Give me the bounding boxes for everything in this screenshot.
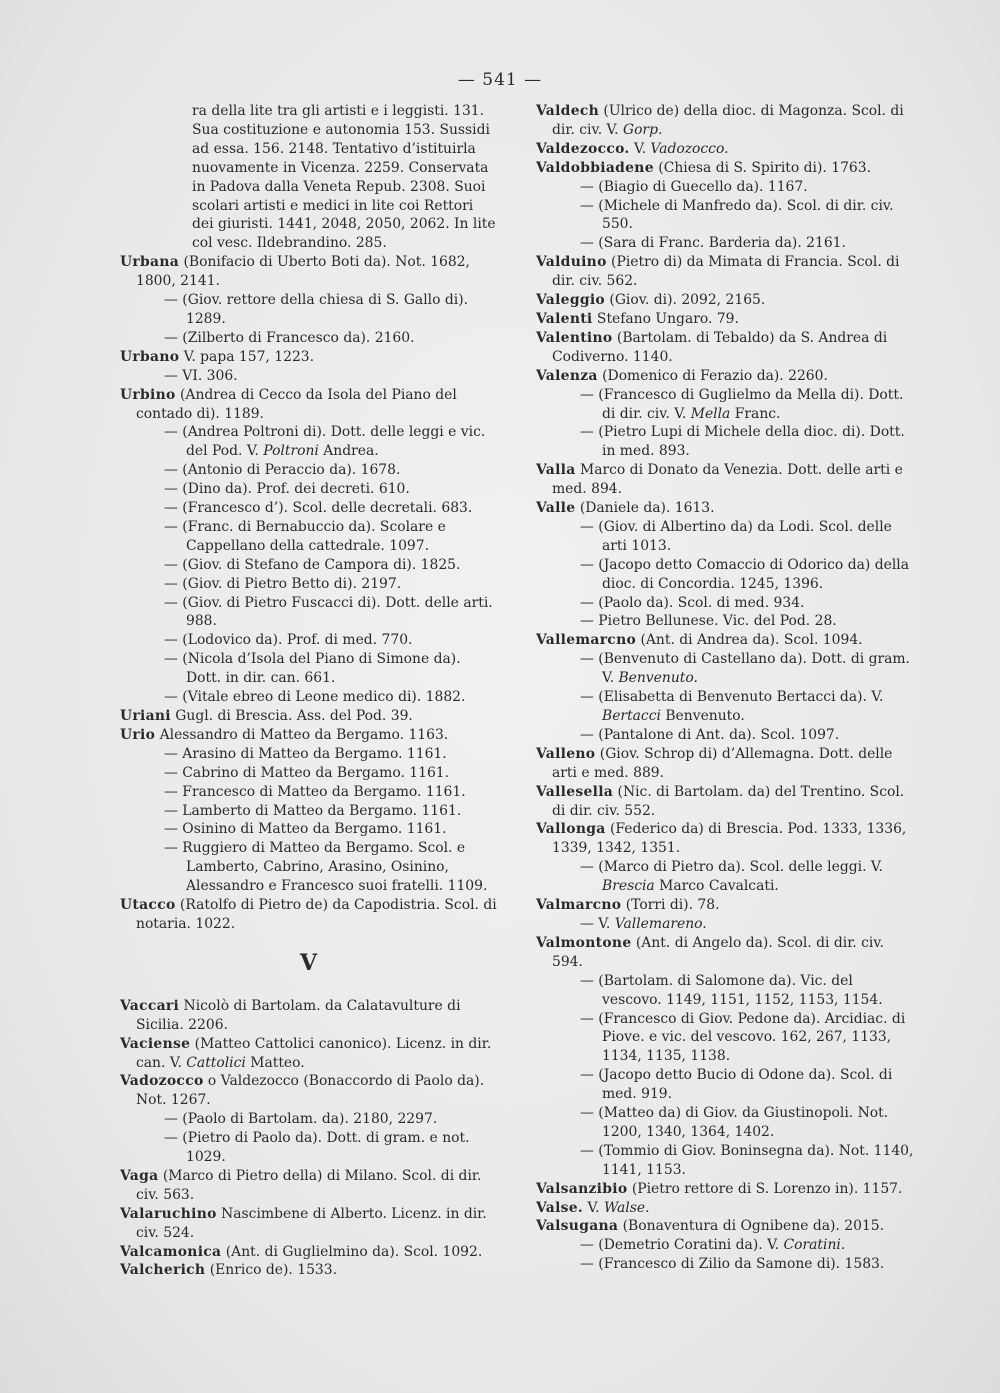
- index-subentry: [120, 650, 498, 688]
- entry-text: — (Jacopo detto Bucio di Odone da). Scol. di med. 919.: [580, 1067, 893, 1103]
- entry-text-tail: Andrea.: [318, 443, 379, 460]
- entry-text: — (Pietro di Paolo da). Dott. di gram. e not. 1029.: [164, 1130, 470, 1166]
- entry-text: (Marco di Pietro della) di Milano. Scol. di dir. civ. 563.: [136, 1167, 482, 1203]
- entry-text: — Osinino di Matteo da Bergamo. 1161.: [164, 821, 447, 838]
- entry-text: — (Jacopo detto Comaccio di Odorico da) della dioc. di Concordia. 1245, 1396.: [580, 556, 909, 592]
- entry-text: (Andrea di Cecco da Isola del Piano del contado di). 1189.: [136, 386, 457, 422]
- index-subentry: [536, 915, 914, 934]
- index-entry: [120, 253, 498, 291]
- entry-headword: Vallesella: [536, 783, 614, 800]
- entry-text: (Domenico di Ferazio da). 2260.: [597, 367, 828, 384]
- entry-text: (Ant. di Angelo da). Scol. di dir. civ. 594.: [552, 934, 884, 970]
- index-entry: [536, 631, 914, 650]
- index-entry: [536, 159, 914, 178]
- entry-text: — (Francesco di Guglielmo da Mella di). Dott. di dir. civ. V.: [580, 386, 904, 422]
- index-entry: [120, 1035, 498, 1073]
- cross-reference: Vallemareno.: [614, 915, 707, 932]
- entry-text: — Pietro Bellunese. Vic. del Pod. 28.: [580, 613, 837, 630]
- index-entry: [536, 140, 914, 159]
- entry-text: Nicolò di Bartolam. da Calatavulture di Sicilia. 2206.: [136, 997, 461, 1033]
- entry-text: V.: [629, 140, 651, 157]
- entry-text: — (Dino da). Prof. dei decreti. 610.: [164, 481, 410, 498]
- entry-text: Nascimbene di Alberto. Licenz. in dir. civ. 524.: [136, 1205, 487, 1241]
- entry-headword: Urbano: [120, 348, 180, 365]
- entry-text: (Bonifacio di Uberto Boti da). Not. 1682, 1800, 2141.: [136, 254, 470, 290]
- entry-text: Marco di Donato da Venezia. Dott. delle arti e med. 894.: [552, 462, 903, 498]
- entry-text: — Lamberto di Matteo da Bergamo. 1161.: [164, 802, 462, 819]
- index-subentry: [120, 839, 498, 896]
- index-subentry: [536, 197, 914, 235]
- index-subentry: [120, 745, 498, 764]
- entry-text: V. papa 157, 1223.: [179, 348, 315, 365]
- entry-text: — (Giov. di Stefano de Campora di). 1825.: [164, 556, 461, 573]
- entry-text: ra della lite tra gli artisti e i leggisti. 131. Sua costituzione e autonomia 153. Sussidi ad essa. 156. 2148. Tentativo d’istituirla nuovamente in Vicenza. 2259. Conservata in Padova dalla Veneta Repub. 2308. Suoi scolari artisti e medici in lite coi Rettori dei giuristi. 1441, 2048, 2050, 2062. In lite col vesc. Ildebrandino. 285.: [192, 103, 496, 252]
- entry-headword: Valle: [536, 500, 576, 517]
- entry-text: — (Tommio di Giov. Boninsegna da). Not. 1140, 1141, 1153.: [580, 1142, 914, 1178]
- index-entry: [536, 367, 914, 386]
- entry-text: — (Giov. rettore della chiesa di S. Gallo di). 1289.: [164, 292, 469, 327]
- index-subentry: [536, 594, 914, 613]
- index-subentry: [536, 386, 914, 424]
- entry-headword: Valse.: [536, 1199, 584, 1216]
- index-subentry: [120, 518, 498, 556]
- section-letter: V: [299, 949, 319, 976]
- index-entry: [120, 1072, 498, 1110]
- entry-headword: Urio: [120, 726, 156, 743]
- entry-text-tail: Marco Cavalcati.: [654, 878, 779, 895]
- index-entry: [120, 348, 498, 367]
- index-entry: [536, 934, 914, 972]
- entry-headword: Valeggio: [536, 292, 605, 309]
- index-subentry: [120, 556, 498, 575]
- index-entry: [536, 329, 914, 367]
- entry-headword: Valleno: [536, 745, 596, 762]
- entry-text: — (Pietro Lupi di Michele della dioc. di). Dott. in med. 893.: [580, 424, 905, 460]
- cross-reference: Brescia: [602, 878, 655, 895]
- entry-text: — V.: [580, 915, 615, 932]
- index-subentry: [120, 461, 498, 480]
- entry-headword: Vallonga: [536, 821, 606, 838]
- index-subentry: [120, 820, 498, 839]
- entry-headword: Urbino: [120, 386, 176, 403]
- entry-text: (Federico da) di Brescia. Pod. 1333, 1336, 1339, 1342, 1351.: [552, 821, 907, 857]
- index-subentry: [120, 480, 498, 499]
- index-entry: [536, 1180, 914, 1199]
- index-subentry: [536, 1236, 914, 1255]
- entry-text: — (Nicola d’Isola del Piano di Simone da). Dott. in dir. can. 661.: [164, 651, 461, 687]
- entry-headword: Valdech: [536, 103, 599, 119]
- entry-text: — (Antonio di Peraccio da). 1678.: [164, 462, 401, 479]
- index-subentry: [120, 594, 498, 632]
- entry-text: (Ratolfo di Pietro de) da Capodistria. Scol. di notaria. 1022.: [136, 897, 497, 932]
- entry-headword: Valentino: [536, 329, 613, 346]
- index-subentry: [536, 1104, 914, 1142]
- entry-headword: Valla: [536, 462, 576, 479]
- entry-text: (Nic. di Bartolam. da) del Trentino. Scol. di dir. civ. 552.: [552, 783, 905, 819]
- index-subentry: [536, 518, 914, 556]
- entry-headword: Uriani: [120, 708, 171, 724]
- cross-reference: Bertacci: [602, 708, 661, 724]
- index-entry: [120, 1243, 498, 1262]
- index-subentry: [120, 1110, 498, 1129]
- index-entry: [120, 1261, 498, 1280]
- entry-headword: Valdobbiadene: [536, 159, 654, 176]
- index-subentry: [536, 1142, 914, 1180]
- entry-continuation: [120, 102, 498, 253]
- index-subentry: [120, 575, 498, 594]
- index-entry: [120, 707, 498, 726]
- entry-headword: Vaccari: [120, 997, 180, 1014]
- entry-text-tail: Benvenuto.: [660, 708, 745, 724]
- entry-text: — (Francesco d’). Scol. delle decretali. 683.: [164, 500, 473, 517]
- entry-text: — (Lodovico da). Prof. di med. 770.: [164, 632, 413, 649]
- entry-text: — (Michele di Manfredo da). Scol. di dir. civ. 550.: [580, 197, 894, 233]
- entry-headword: Valsanzibio: [536, 1180, 628, 1197]
- index-subentry: [120, 423, 498, 461]
- entry-text: — (Giov. di Pietro Betto di). 2197.: [164, 575, 402, 592]
- index-entry: [536, 499, 914, 518]
- entry-text: — Ruggiero di Matteo da Bergamo. Scol. e Lamberto, Cabrino, Arasino, Osinino, Alessandro e Francesco suoi fratelli. 1109.: [164, 840, 488, 895]
- entry-text: — Arasino di Matteo da Bergamo. 1161.: [164, 745, 447, 762]
- cross-reference: Mella: [690, 405, 731, 422]
- entry-text: (Ant. di Andrea da). Scol. 1094.: [636, 632, 863, 649]
- entry-text: — (Zilberto di Francesco da). 2160.: [164, 329, 415, 346]
- index-entry: [536, 102, 914, 140]
- entry-text: — (Vitale ebreo di Leone medico di). 1882.: [164, 689, 466, 706]
- entry-text: — (Paolo di Bartolam. da). 2180, 2297.: [164, 1111, 438, 1128]
- entry-text: (Torri di). 78.: [621, 897, 720, 914]
- entry-text: — (Andrea Poltroni di). Dott. delle leggi e vic. del Pod. V.: [164, 424, 486, 460]
- index-entry: [536, 745, 914, 783]
- index-subentry: [120, 1129, 498, 1167]
- index-subentry: [536, 234, 914, 253]
- index-subentry: [120, 329, 498, 348]
- entry-headword: Vallemarcno: [536, 632, 637, 649]
- entry-text: (Bonaventura di Ognibene da). 2015.: [618, 1218, 885, 1235]
- index-subentry: [536, 423, 914, 461]
- entry-text: — (Marco di Pietro da). Scol. delle leggi. V.: [580, 859, 883, 876]
- index-subentry: [536, 650, 914, 688]
- index-subentry: [120, 291, 498, 329]
- entry-text: — (Sara di Franc. Barderia da). 2161.: [580, 235, 846, 252]
- index-subentry: [120, 802, 498, 821]
- cross-reference: Vadozocco.: [650, 140, 729, 157]
- entry-text: — (Matteo da) di Giov. da Giustinopoli. Not. 1200, 1340, 1364, 1402.: [580, 1105, 889, 1140]
- cross-reference: Coratini.: [783, 1237, 846, 1254]
- index-entry: [120, 997, 498, 1035]
- entry-text-tail: Matteo.: [245, 1054, 305, 1071]
- entry-text: Stefano Ungaro. 79.: [592, 310, 739, 327]
- index-subentry: [536, 556, 914, 594]
- entry-headword: Valmarcno: [536, 897, 622, 914]
- entry-text: (Pietro di) da Mimata di Francia. Scol. di dir. civ. 562.: [552, 254, 900, 290]
- cross-reference: Benvenuto.: [618, 670, 698, 687]
- entry-text: — (Paolo da). Scol. di med. 934.: [580, 594, 805, 611]
- index-entry: [536, 461, 914, 499]
- index-subentry: [536, 726, 914, 745]
- index-subentry: [120, 367, 498, 386]
- entry-text: — (Franc. di Bernabuccio da). Scolare e Cappellano della cattedrale. 1097.: [164, 518, 446, 554]
- entry-text: — (Biagio di Guecello da). 1167.: [580, 178, 808, 195]
- index-entry: [536, 291, 914, 310]
- entry-text: — (Demetrio Coratini da). V.: [580, 1237, 784, 1254]
- index-entry: [120, 1205, 498, 1243]
- entry-headword: Valsugana: [536, 1218, 619, 1235]
- index-subentry: [536, 612, 914, 631]
- entry-text: — (Francesco di Giov. Pedone da). Arcidiac. di Piove. e vic. del vescovo. 162, 267, 1133, 1134, 1135, 1138.: [580, 1010, 906, 1065]
- entry-text-tail: Franc.: [730, 405, 781, 422]
- cross-reference: Cattolici: [186, 1054, 246, 1071]
- entry-text: V.: [583, 1199, 604, 1216]
- cross-reference: Gorp.: [622, 121, 663, 138]
- index-subentry: [536, 688, 914, 726]
- left-column: [120, 102, 498, 1280]
- index-entry: [536, 820, 914, 858]
- index-subentry: [120, 499, 498, 518]
- index-subentry: [536, 1066, 914, 1104]
- index-entry: [120, 896, 498, 934]
- right-column: [536, 102, 914, 1274]
- entry-headword: Valenti: [536, 310, 593, 327]
- index-subentry: [536, 1010, 914, 1067]
- index-entry: [120, 726, 498, 745]
- index-subentry: [120, 631, 498, 650]
- entry-headword: Valcamonica: [120, 1243, 222, 1260]
- entry-text: — (Francesco di Zilio da Samone di). 1583.: [580, 1256, 885, 1273]
- index-subentry: [536, 1255, 914, 1274]
- entry-text: Gugl. di Brescia. Ass. del Pod. 39.: [170, 708, 413, 724]
- entry-headword: Valcherich: [120, 1262, 206, 1279]
- entry-headword: Utacco: [120, 897, 176, 914]
- entry-text: — Cabrino di Matteo da Bergamo. 1161.: [164, 764, 450, 781]
- entry-headword: Vaciense: [120, 1035, 191, 1052]
- entry-headword: Urbana: [120, 254, 180, 271]
- entry-text: (Ulrico de) della dioc. di Magonza. Scol. di dir. civ. V.: [552, 103, 904, 138]
- entry-text: Alessandro di Matteo da Bergamo. 1163.: [155, 726, 449, 743]
- entry-headword: Vaga: [120, 1167, 159, 1184]
- index-subentry: [120, 783, 498, 802]
- entry-headword: Valduino: [536, 254, 607, 271]
- entry-text: (Chiesa di S. Spirito di). 1763.: [653, 159, 872, 176]
- entry-text: (Giov. Schrop di) d’Allemagna. Dott. delle arti e med. 889.: [552, 745, 893, 781]
- index-entry: [536, 253, 914, 291]
- index-entry: [536, 783, 914, 821]
- entry-text: (Ant. di Guglielmino da). Scol. 1092.: [221, 1243, 483, 1260]
- entry-headword: Valmontone: [536, 934, 632, 951]
- entry-text: (Enrico de). 1533.: [205, 1262, 338, 1279]
- page-number: — 541 —: [457, 70, 543, 90]
- entry-text: (Matteo Cattolici canonico). Licenz. in dir. can. V.: [136, 1035, 492, 1071]
- entry-text: (Bartolam. di Tebaldo) da S. Andrea di Codiverno. 1140.: [552, 329, 888, 365]
- entry-text: — (Giov. di Albertino da) da Lodi. Scol. delle arti 1013.: [580, 518, 892, 554]
- entry-text: — (Pantalone di Ant. da). Scol. 1097.: [580, 726, 840, 743]
- index-subentry: [536, 972, 914, 1010]
- cross-reference: Walse.: [603, 1199, 650, 1216]
- entry-text: — VI. 306.: [164, 367, 238, 384]
- index-subentry: [536, 178, 914, 197]
- index-entry: [120, 1167, 498, 1205]
- index-entry: [536, 1199, 914, 1218]
- entry-text: (Giov. di). 2092, 2165.: [604, 292, 766, 309]
- entry-text: — (Elisabetta di Benvenuto Bertacci da). V.: [580, 689, 884, 706]
- entry-text: — Francesco di Matteo da Bergamo. 1161.: [164, 783, 466, 800]
- index-entry: [536, 896, 914, 915]
- entry-text: — (Giov. di Pietro Fuscacci di). Dott. delle arti. 988.: [164, 594, 493, 630]
- entry-text: (Pietro rettore di S. Lorenzo in). 1157.: [627, 1180, 903, 1197]
- entry-text: — (Bartolam. di Salomone da). Vic. del vescovo. 1149, 1151, 1152, 1153, 1154.: [580, 972, 883, 1008]
- entry-headword: Valaruchino: [120, 1205, 217, 1222]
- index-entry: [536, 310, 914, 329]
- entry-text: o Valdezocco (Bonaccordo di Paolo da). Not. 1267.: [136, 1073, 485, 1109]
- entry-text: — (Benvenuto di Castellano da). Dott. di gram. V.: [580, 651, 910, 687]
- entry-headword: Vadozocco: [120, 1073, 204, 1090]
- entry-headword: Valenza: [536, 367, 598, 384]
- entry-text: (Daniele da). 1613.: [575, 500, 715, 517]
- entry-headword: Valdezocco.: [536, 140, 630, 157]
- index-subentry: [536, 858, 914, 896]
- index-subentry: [120, 688, 498, 707]
- cross-reference: Poltroni: [263, 443, 319, 460]
- index-entry: [536, 1217, 914, 1236]
- index-subentry: [120, 764, 498, 783]
- index-entry: [120, 386, 498, 424]
